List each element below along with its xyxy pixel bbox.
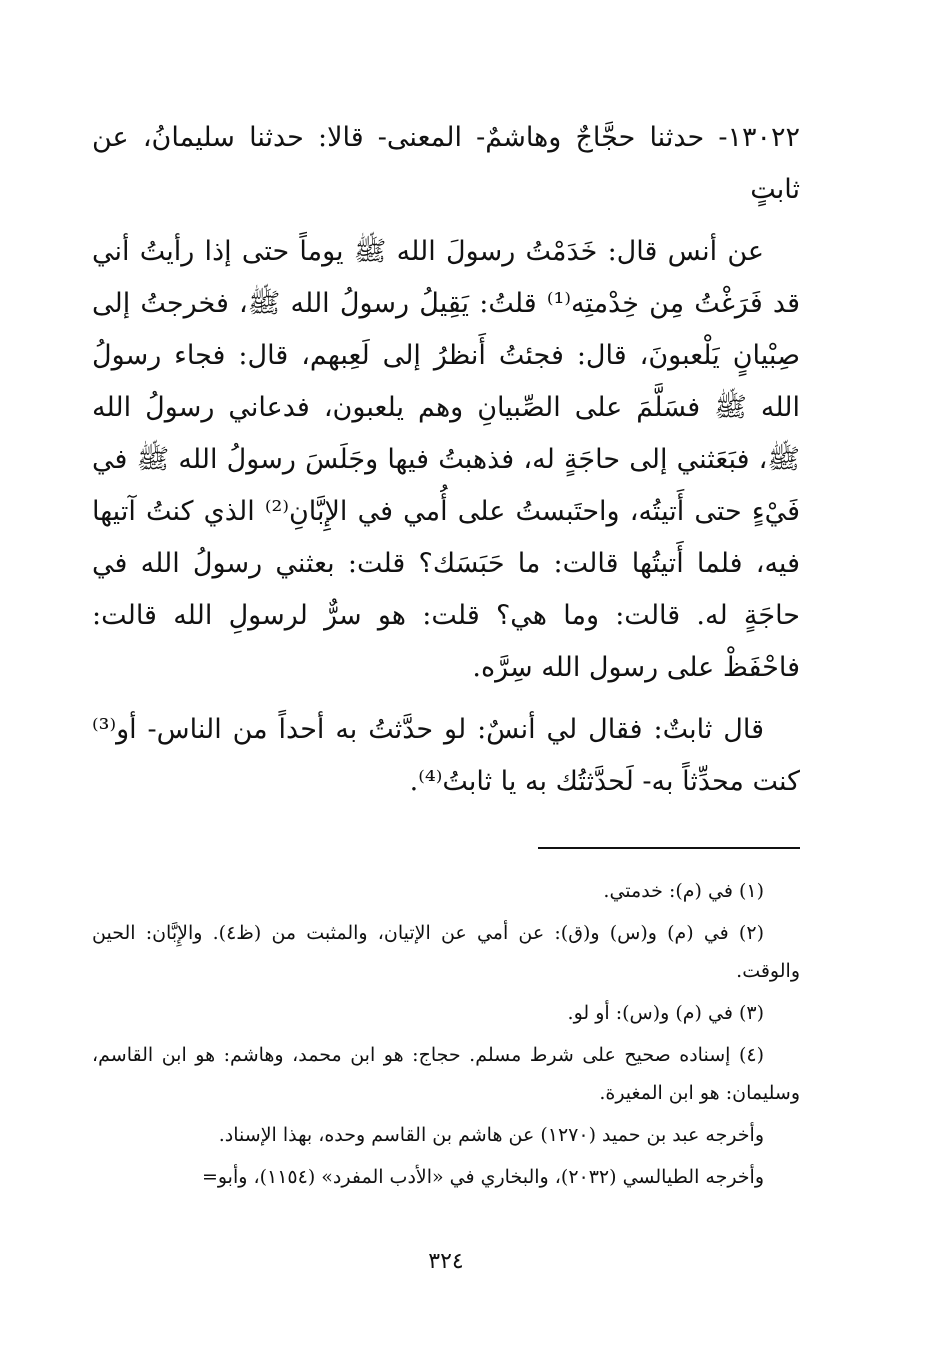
footnote-4: (٤) إسناده صحيح على شرط مسلم. حجاج: هو ابن محمد، وهاشم: هو ابن القاسم، وسليمان: هو ابن المغيرة. bbox=[92, 1044, 800, 1104]
hadith-body-paragraph: عن أنس قال: خَدَمْتُ رسولَ الله ﷺ يوماً حتى إذا رأيتُ أني قد فَرَغْتُ مِن خِدْمتِه⁽¹⁾ قلتُ: يَقِيلُ رسولُ الله ﷺ، فخرجتُ إلى صِبْيانٍ يَلْعبونَ، قال: فجئتُ أَنظرُ إلى لَعِبهم، قال: فجاء رسولُ الله ﷺ فسَلَّمَ على الصِّبيانِ وهم يلعبون، فدعاني رسولُ الله ﷺ، فبَعَثني إلى حاجَةٍ له، فذهبتُ فيها وجَلَسَ رسولُ الله ﷺ في فَيْءٍ حتى أَتيتُه، واحتَبستُ على أُمي في الإِبَّانِ⁽²⁾ الذي كنتُ آتيها فيه، فلما أَتيتُها قالت: ما حَبَسَك؟ قلت: بعثني رسولُ الله في حاجَةٍ له. قالت: وما هي؟ قلت: هو سرٌّ لرسولِ الله قالت: فاحْفَظْ على رسول الله سِرَّه. bbox=[92, 236, 801, 683]
footnote-1: (١) في (م): خدمتي. bbox=[603, 880, 764, 902]
page-number: ٣٢٤ bbox=[428, 1249, 464, 1274]
hadith-isnad-paragraph: ١٣٠٢٢- حدثنا حجَّاجٌ وهاشمٌ- المعنى- قالا: حدثنا سليمانُ، عن ثابتٍ bbox=[92, 122, 800, 205]
footnote-4-continuation-1: وأخرجه عبد بن حميد (١٢٧٠) عن هاشم بن القاسم وحده، بهذا الإسناد. bbox=[218, 1124, 764, 1146]
book-page bbox=[92, 112, 800, 1292]
hadith-closing-paragraph: قال ثابتٌ: فقال لي أنسٌ: لو حدَّثتُ به أحداً من الناس- أو⁽³⁾ كنت محدِّثاً به- لَحدَّثتُك به يا ثابتُ⁽⁴⁾. bbox=[92, 714, 800, 797]
footnote-divider bbox=[538, 847, 800, 849]
footnote-3: (٣) في (م) و(س): أو لو. bbox=[567, 1002, 764, 1024]
footnotes-section bbox=[92, 872, 800, 1200]
main-text bbox=[92, 112, 800, 808]
footnote-4-continuation-2: وأخرجه الطيالسي (٢٠٣٢)، والبخاري في «الأدب المفرد» (١١٥٤)، وأبو= bbox=[201, 1166, 764, 1188]
footnote-2: (٢) في (م) و(س) و(ق): عن أمي عن الإتيان، والمثبت من (ظ٤). والإِبَّان: الحين والوقت. bbox=[92, 922, 800, 982]
